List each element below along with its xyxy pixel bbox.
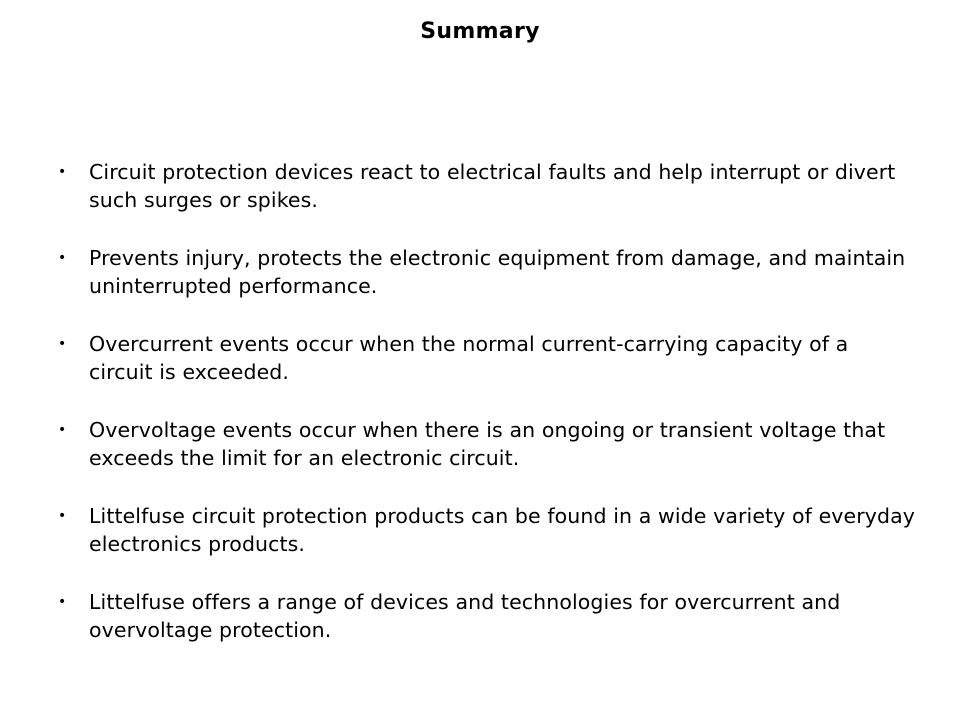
bullet-item xyxy=(58,416,918,472)
bullet-text: Littelfuse offers a range of devices and technologies for overcurrent and overvoltage protection. xyxy=(89,590,841,642)
bullet-text: Overcurrent events occur when the normal current-carrying capacity of a circuit is exceeded. xyxy=(89,332,849,384)
bullet-list xyxy=(58,158,918,644)
bullet-item xyxy=(58,330,918,386)
bullet-text: Circuit protection devices react to electrical faults and help interrupt or divert such surges or spikes. xyxy=(89,160,896,212)
bullet-item xyxy=(58,588,918,644)
bullet-icon: • xyxy=(58,422,67,438)
bullet-icon: • xyxy=(58,508,67,524)
bullet-text: Littelfuse circuit protection products can be found in a wide variety of everyday electronics products. xyxy=(89,504,916,556)
bullet-icon: • xyxy=(58,594,67,610)
bullet-item xyxy=(58,502,918,558)
bullet-icon: • xyxy=(58,164,67,180)
bullet-text: Prevents injury, protects the electronic equipment from damage, and maintain uninterrupted performance. xyxy=(89,246,906,298)
bullet-item xyxy=(58,158,918,214)
bullet-item xyxy=(58,244,918,300)
bullet-icon: • xyxy=(58,250,67,266)
slide-title: Summary xyxy=(420,19,540,44)
bullet-text: Overvoltage events occur when there is an ongoing or transient voltage that exceeds the limit for an electronic circuit. xyxy=(89,418,886,470)
bullet-icon: • xyxy=(58,336,67,352)
